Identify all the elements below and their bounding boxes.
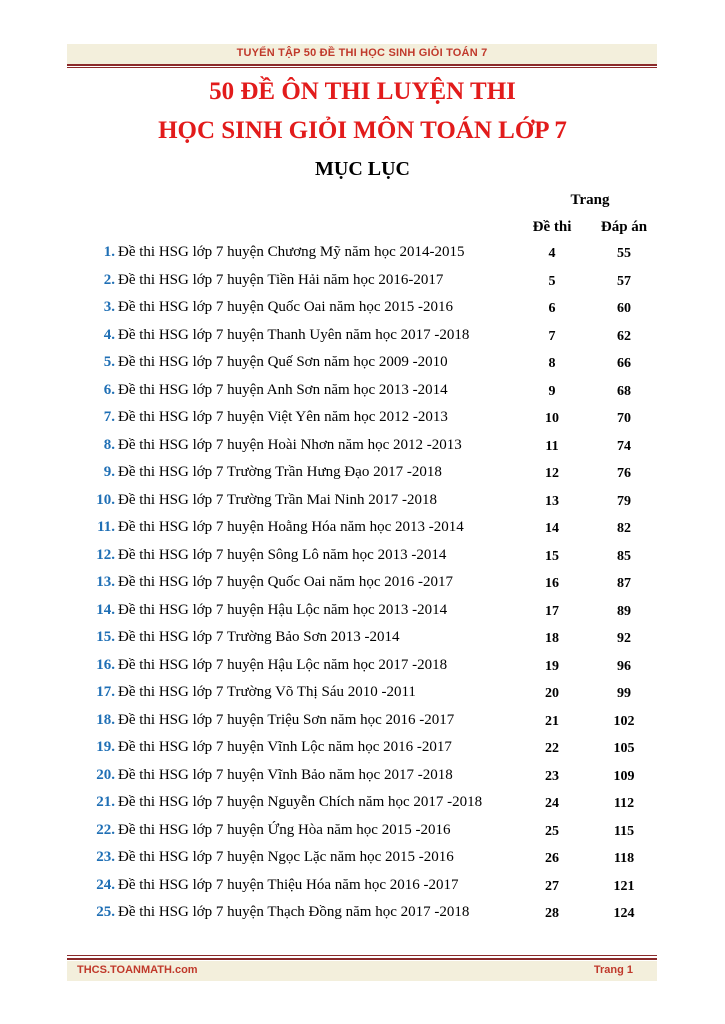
toc-row-title: Đề thi HSG lớp 7 Trường Võ Thị Sáu 2010 -2011 bbox=[118, 684, 416, 700]
toc-row[interactable] bbox=[0, 849, 725, 873]
toc-row-exam-page: 21 bbox=[545, 714, 559, 729]
toc-row-exam-page: 6 bbox=[548, 301, 556, 316]
toc-row-exam-page: 12 bbox=[545, 466, 559, 481]
toc-row-answer-page: 87 bbox=[617, 576, 631, 591]
toc-row-answer-page: 57 bbox=[617, 274, 631, 289]
toc-row-number: 11. bbox=[97, 519, 115, 535]
toc-row-exam-page: 4 bbox=[548, 246, 556, 261]
toc-row-number: 17. bbox=[96, 684, 115, 700]
toc-row-title: Đề thi HSG lớp 7 Trường Trần Mai Ninh 2017 -2018 bbox=[118, 492, 438, 508]
toc-row-title: Đề thi HSG lớp 7 huyện Tiền Hải năm học 2016-2017 bbox=[118, 272, 444, 288]
toc-row-title: Đề thi HSG lớp 7 huyện Việt Yên năm học 2012 -2013 bbox=[118, 409, 448, 425]
toc-row[interactable] bbox=[0, 464, 725, 488]
toc-row-exam-page: 8 bbox=[548, 356, 556, 371]
toc-row-title: Đề thi HSG lớp 7 huyện Thanh Uyên năm học 2017 -2018 bbox=[118, 327, 470, 343]
toc-row-answer-page: 79 bbox=[617, 494, 631, 509]
toc-row-number: 10. bbox=[96, 492, 115, 508]
toc-row-title: Đề thi HSG lớp 7 huyện Nguyễn Chích năm học 2017 -2018 bbox=[118, 794, 483, 810]
toc-row-exam-page: 23 bbox=[545, 769, 559, 784]
toc-row-title: Đề thi HSG lớp 7 huyện Thiệu Hóa năm học 2016 -2017 bbox=[118, 877, 459, 893]
toc-row[interactable] bbox=[0, 629, 725, 653]
toc-row-number: 21. bbox=[96, 794, 115, 810]
header-rule-thick bbox=[67, 64, 657, 66]
footer-rule-thin bbox=[67, 955, 657, 956]
toc-row-exam-page: 26 bbox=[545, 851, 559, 866]
toc-row-exam-page: 5 bbox=[548, 274, 556, 289]
toc-row-number: 23. bbox=[96, 849, 115, 865]
toc-row-number: 22. bbox=[96, 822, 115, 838]
toc-row-title: Đề thi HSG lớp 7 huyện Quế Sơn năm học 2009 -2010 bbox=[118, 354, 448, 370]
toc-row-title: Đề thi HSG lớp 7 huyện Hậu Lộc năm học 2013 -2014 bbox=[118, 602, 448, 618]
toc-row-answer-page: 55 bbox=[617, 246, 631, 261]
toc-row[interactable] bbox=[0, 712, 725, 736]
toc-row-exam-page: 10 bbox=[545, 411, 559, 426]
toc-row-exam-page: 24 bbox=[545, 796, 559, 811]
toc-row[interactable] bbox=[0, 437, 725, 461]
toc-row-exam-page: 15 bbox=[545, 549, 559, 564]
toc-row-answer-page: 68 bbox=[617, 384, 631, 399]
toc-row[interactable] bbox=[0, 354, 725, 378]
toc-row-exam-page: 19 bbox=[545, 659, 559, 674]
toc-row-answer-page: 92 bbox=[617, 631, 631, 646]
toc-row-exam-page: 9 bbox=[548, 384, 556, 399]
toc-row-number: 20. bbox=[96, 767, 115, 783]
toc-row-title: Đề thi HSG lớp 7 huyện Vĩnh Lộc năm học 2016 -2017 bbox=[118, 739, 452, 755]
toc-row-exam-page: 16 bbox=[545, 576, 559, 591]
toc-row-title: Đề thi HSG lớp 7 huyện Vĩnh Bảo năm học 2017 -2018 bbox=[118, 767, 453, 783]
toc-row-number: 5. bbox=[103, 354, 115, 370]
toc-row-title: Đề thi HSG lớp 7 huyện Triệu Sơn năm học 2016 -2017 bbox=[118, 712, 455, 728]
column-header-answer: Đáp án bbox=[600, 219, 648, 235]
toc-row-exam-page: 17 bbox=[545, 604, 559, 619]
toc-row-exam-page: 11 bbox=[545, 439, 559, 454]
toc-row-answer-page: 62 bbox=[617, 329, 631, 344]
footer-page-number: Trang 1 bbox=[593, 964, 633, 976]
toc-row-number: 14. bbox=[96, 602, 115, 618]
toc-row-exam-page: 18 bbox=[545, 631, 559, 646]
toc-row[interactable] bbox=[0, 657, 725, 681]
toc-row-exam-page: 7 bbox=[548, 329, 556, 344]
toc-row[interactable] bbox=[0, 272, 725, 296]
toc-row-number: 13. bbox=[96, 574, 115, 590]
toc-row-title: Đề thi HSG lớp 7 Trường Trần Hưng Đạo 2017 -2018 bbox=[118, 464, 442, 480]
toc-row-title: Đề thi HSG lớp 7 huyện Anh Sơn năm học 2013 -2014 bbox=[118, 382, 448, 398]
toc-row-number: 7. bbox=[103, 409, 115, 425]
toc-row[interactable] bbox=[0, 794, 725, 818]
toc-row-answer-page: 76 bbox=[617, 466, 631, 481]
toc-row-number: 1. bbox=[103, 244, 115, 260]
toc-row[interactable] bbox=[0, 409, 725, 433]
toc-row-answer-page: 112 bbox=[613, 796, 635, 811]
toc-row[interactable] bbox=[0, 574, 725, 598]
footer-rule-thick bbox=[67, 958, 657, 960]
toc-row-exam-page: 25 bbox=[545, 824, 559, 839]
toc-row-answer-page: 118 bbox=[613, 851, 635, 866]
toc-row[interactable] bbox=[0, 299, 725, 323]
toc-row-answer-page: 121 bbox=[613, 879, 635, 894]
toc-row-number: 18. bbox=[96, 712, 115, 728]
toc-row-title: Đề thi HSG lớp 7 huyện Ứng Hòa năm học 2015 -2016 bbox=[118, 822, 451, 838]
toc-row-exam-page: 14 bbox=[545, 521, 559, 536]
column-header-exam: Đề thi bbox=[532, 219, 572, 235]
toc-row-answer-page: 96 bbox=[617, 659, 631, 674]
toc-row-title: Đề thi HSG lớp 7 huyện Thạch Đồng năm học 2017 -2018 bbox=[118, 904, 470, 920]
toc-row-title: Đề thi HSG lớp 7 huyện Sông Lô năm học 2013 -2014 bbox=[118, 547, 447, 563]
toc-row[interactable] bbox=[0, 327, 725, 351]
toc-row-answer-page: 66 bbox=[617, 356, 631, 371]
toc-row-title: Đề thi HSG lớp 7 huyện Ngọc Lặc năm học 2015 -2016 bbox=[118, 849, 454, 865]
toc-row[interactable] bbox=[0, 767, 725, 791]
toc-row[interactable] bbox=[0, 602, 725, 626]
toc-row-answer-page: 105 bbox=[613, 741, 635, 756]
toc-row-number: 15. bbox=[96, 629, 115, 645]
toc-row-exam-page: 27 bbox=[545, 879, 559, 894]
toc-row-title: Đề thi HSG lớp 7 huyện Quốc Oai năm học 2015 -2016 bbox=[118, 299, 453, 315]
toc-row-exam-page: 20 bbox=[545, 686, 559, 701]
toc-row-answer-page: 74 bbox=[617, 439, 631, 454]
page-title-line1: 50 ĐỀ ÔN THI LUYỆN THI bbox=[209, 78, 516, 105]
toc-row-title: Đề thi HSG lớp 7 huyện Hoài Nhơn năm học 2012 -2013 bbox=[118, 437, 462, 453]
toc-row-title: Đề thi HSG lớp 7 huyện Hậu Lộc năm học 2017 -2018 bbox=[118, 657, 448, 673]
toc-row-number: 2. bbox=[103, 272, 115, 288]
column-group-page: Trang bbox=[570, 192, 610, 208]
toc-row-answer-page: 85 bbox=[617, 549, 631, 564]
toc-row-number: 8. bbox=[103, 437, 115, 453]
toc-row-exam-page: 13 bbox=[545, 494, 559, 509]
toc-row[interactable] bbox=[0, 904, 725, 928]
toc-row-number: 24. bbox=[96, 877, 115, 893]
toc-row-title: Đề thi HSG lớp 7 huyện Quốc Oai năm học 2016 -2017 bbox=[118, 574, 453, 590]
toc-row-answer-page: 102 bbox=[613, 714, 635, 729]
toc-row-answer-page: 89 bbox=[617, 604, 631, 619]
toc-row[interactable] bbox=[0, 244, 725, 268]
toc-row-number: 9. bbox=[103, 464, 115, 480]
toc-row[interactable] bbox=[0, 739, 725, 763]
toc-row[interactable] bbox=[0, 519, 725, 543]
header-text: TUYỂN TẬP 50 ĐỀ THI HỌC SINH GIỎI TOÁN 7 bbox=[236, 47, 488, 59]
toc-row-exam-page: 22 bbox=[545, 741, 559, 756]
toc-row-answer-page: 115 bbox=[613, 824, 635, 839]
toc-row[interactable] bbox=[0, 547, 725, 571]
toc-row-number: 3. bbox=[103, 299, 115, 315]
toc-row-number: 4. bbox=[103, 327, 115, 343]
toc-row-answer-page: 82 bbox=[617, 521, 631, 536]
toc-row-number: 16. bbox=[96, 657, 115, 673]
toc-row[interactable] bbox=[0, 877, 725, 901]
toc-row-number: 25. bbox=[96, 904, 115, 920]
toc-row-title: Đề thi HSG lớp 7 huyện Hoằng Hóa năm học 2013 -2014 bbox=[118, 519, 464, 535]
toc-row[interactable] bbox=[0, 822, 725, 846]
toc-row-title: Đề thi HSG lớp 7 huyện Chương Mỹ năm học 2014-2015 bbox=[118, 244, 465, 260]
toc-row-title: Đề thi HSG lớp 7 Trường Bảo Sơn 2013 -2014 bbox=[118, 629, 400, 645]
toc-row[interactable] bbox=[0, 382, 725, 406]
toc-row[interactable] bbox=[0, 684, 725, 708]
toc-row-answer-page: 109 bbox=[613, 769, 635, 784]
toc-row-exam-page: 28 bbox=[545, 906, 559, 921]
toc-heading: MỤC LỤC bbox=[315, 158, 410, 180]
toc-row-answer-page: 60 bbox=[617, 301, 631, 316]
toc-row-answer-page: 70 bbox=[617, 411, 631, 426]
toc-row[interactable] bbox=[0, 492, 725, 516]
toc-row-number: 6. bbox=[103, 382, 115, 398]
toc-row-number: 12. bbox=[96, 547, 115, 563]
toc-row-answer-page: 124 bbox=[613, 906, 635, 921]
header-rule-thin bbox=[67, 67, 657, 68]
page-title-line2: HỌC SINH GIỎI MÔN TOÁN LỚP 7 bbox=[158, 117, 567, 144]
footer-site-link[interactable]: THCS.TOANMATH.com bbox=[77, 964, 198, 976]
toc-row-number: 19. bbox=[96, 739, 115, 755]
toc-row-answer-page: 99 bbox=[617, 686, 631, 701]
